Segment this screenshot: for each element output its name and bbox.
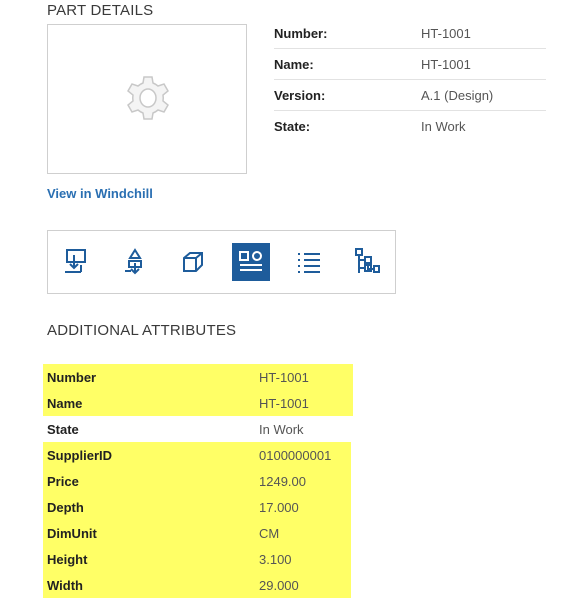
detail-row-number (274, 18, 546, 49)
detail-row-version (274, 80, 546, 111)
detail-value: In Work (421, 119, 466, 134)
detail-value: HT-1001 (421, 25, 471, 41)
attr-row-height (43, 546, 351, 572)
attr-value: 0100000001 (259, 447, 332, 463)
attr-row-number (43, 364, 353, 390)
attr-value: 3.100 (259, 551, 292, 567)
detail-row-state (274, 111, 546, 142)
attr-row-dimunit (43, 520, 351, 546)
attr-label: Depth (47, 499, 84, 515)
detail-label: State: (274, 119, 311, 134)
tool-attributes[interactable] (232, 243, 270, 281)
detail-label: Version: (274, 87, 326, 103)
attr-row-name (43, 390, 353, 416)
tool-structure[interactable] (348, 243, 386, 281)
attr-label: Height (47, 551, 88, 567)
part-details-fields (274, 18, 546, 142)
tool-list[interactable] (290, 243, 328, 281)
detail-row-name (274, 49, 546, 80)
attr-row-state (43, 416, 355, 442)
additional-attributes-title: ADDITIONAL ATTRIBUTES (47, 322, 237, 339)
attributes-icon (236, 247, 266, 277)
attr-label: DimUnit (47, 525, 97, 541)
detail-label: Name: (274, 56, 314, 72)
attr-row-price (43, 468, 351, 494)
attr-row-supplierid (43, 442, 351, 468)
attr-label: Name (47, 395, 83, 411)
attr-row-width (43, 572, 351, 598)
tool-cube[interactable] (174, 243, 212, 281)
tool-download-document[interactable] (58, 243, 96, 281)
attr-row-depth (43, 494, 351, 520)
detail-value: A.1 (Design) (421, 87, 494, 103)
attr-label: Price (47, 473, 79, 489)
tool-shapes-download[interactable] (116, 243, 154, 281)
part-toolbar (47, 230, 396, 294)
shapes-download-icon (120, 247, 150, 277)
attr-label: SupplierID (47, 447, 113, 463)
detail-value: HT-1001 (421, 56, 471, 72)
structure-tree-icon (352, 247, 382, 277)
cube-icon (178, 247, 208, 277)
view-in-windchill-link[interactable]: View in Windchill (47, 186, 153, 201)
part-details-title: PART DETAILS (47, 2, 154, 19)
attr-label: Width (47, 577, 83, 593)
attr-value: 17.000 (259, 499, 299, 515)
gear-icon (123, 74, 173, 128)
attr-value: HT-1001 (259, 395, 309, 411)
download-document-icon (62, 247, 92, 277)
attr-value: HT-1001 (259, 369, 309, 385)
attr-value: 29.000 (259, 577, 299, 593)
part-thumbnail (47, 24, 247, 174)
additional-attributes-table (43, 364, 355, 598)
attr-label: Number (47, 369, 97, 385)
attr-label: State (47, 421, 79, 437)
list-icon (294, 247, 324, 277)
detail-label: Number: (274, 25, 328, 41)
attr-value: In Work (259, 421, 304, 437)
attr-value: 1249.00 (259, 473, 306, 489)
attr-value: CM (259, 525, 280, 541)
